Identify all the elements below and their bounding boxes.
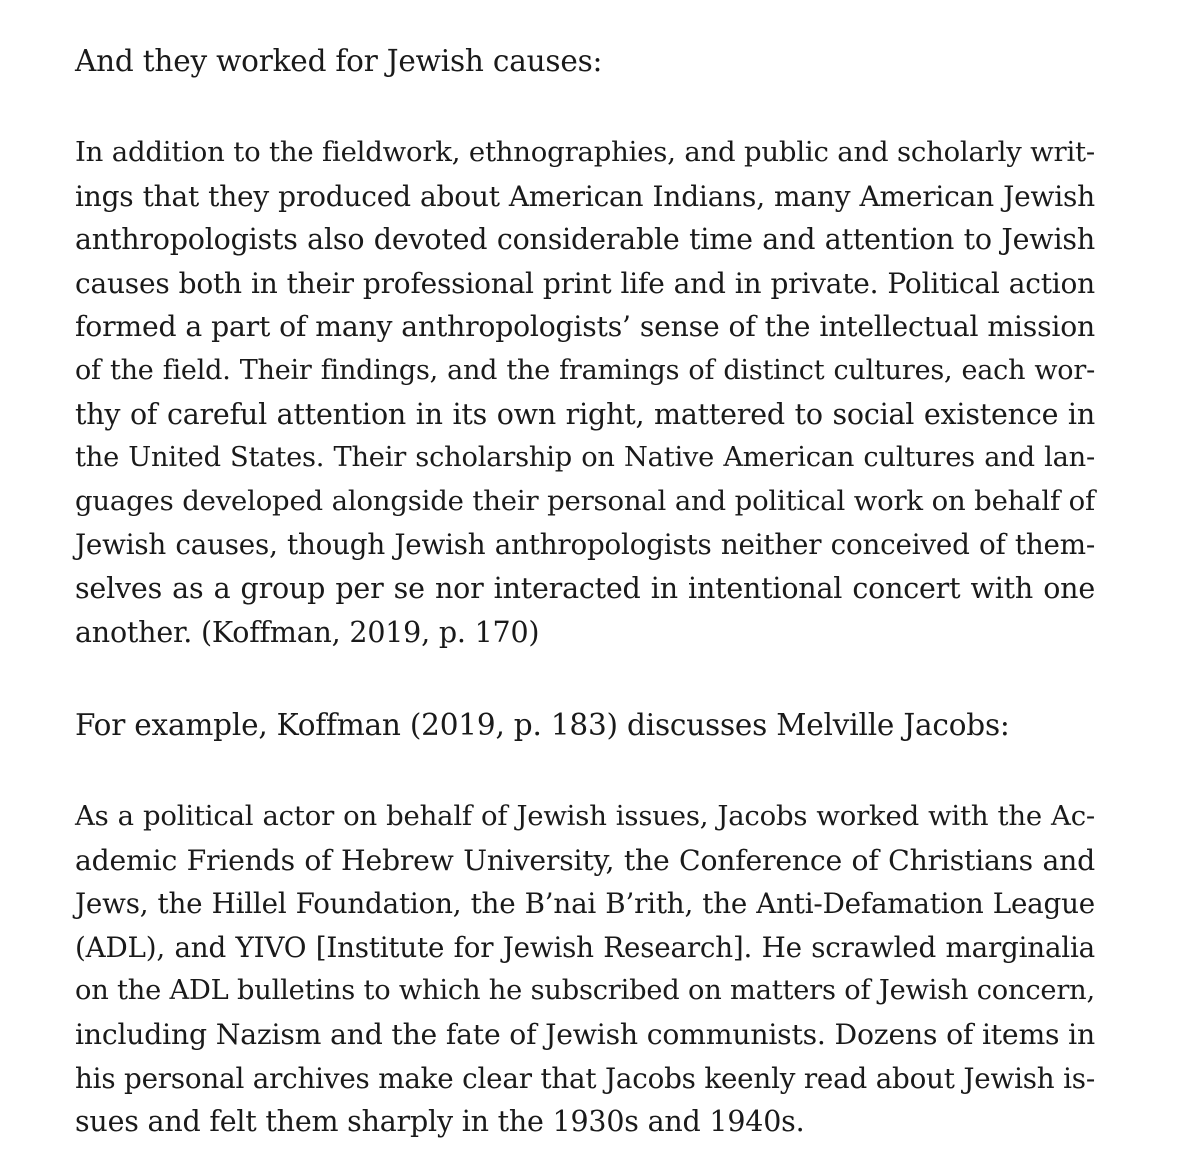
quote-line: Jewish causes, though Jewish anthropologists neither conceived of them- [75, 528, 1095, 562]
quote-line: on the ADL bulletins to which he subscribed on matters of Jewish concern, [75, 975, 1095, 1007]
quote-line: guages developed alongside their personal and political work on behalf of [75, 484, 1095, 517]
quote-line: Jews, the Hillel Foundation, the B’nai B’rith, the Anti-Defamation League [75, 887, 1095, 921]
quote-line: another. (Koffman, 2019, p. 170) [75, 615, 540, 649]
block-quote-koffman-170 [75, 131, 1095, 654]
quote-line: selves as a group per se nor interacted in intentional concert with one [75, 571, 1095, 605]
quote-line: ademic Friends of Hebrew University, the Conference of Christians and [75, 843, 1095, 877]
quote-line: ings that they produced about American Indians, many American Jewish [75, 179, 1095, 213]
quote-line: of the field. Their findings, and the framings of distinct cultures, each wor- [75, 354, 1095, 386]
quote-line: thy of careful attention in its own right, mattered to social existence in [75, 397, 1095, 431]
intro-paragraph-2: For example, Koffman (2019, p. 183) discusses Melville Jacobs: [75, 708, 1010, 742]
quote-line: sues and felt them sharply in the 1930s and 1940s. [75, 1105, 805, 1139]
quote-line: (ADL), and YIVO [Institute for Jewish Research]. He scrawled marginalia [75, 930, 1095, 964]
quote-line: In addition to the fieldwork, ethnographies, and public and scholarly writ- [75, 136, 1095, 168]
quote-line: his personal archives make clear that Jacobs keenly read about Jewish is- [75, 1061, 1095, 1095]
quote-line: anthropologists also devoted considerable time and attention to Jewish [75, 223, 1095, 257]
quote-line: causes both in their professional print life and in private. Political action [75, 266, 1095, 300]
intro-paragraph-1: And they worked for Jewish causes: [75, 44, 603, 78]
quote-line: the United States. Their scholarship on Native American cultures and lan- [75, 442, 1095, 474]
quote-line: As a political actor on behalf of Jewish issues, Jacobs worked with the Ac- [75, 800, 1095, 832]
quote-line: formed a part of many anthropologists’ sense of the intellectual mission [75, 310, 1095, 344]
block-quote-koffman-183 [75, 795, 1095, 1144]
quote-line: including Nazism and the fate of Jewish communists. Dozens of items in [75, 1017, 1095, 1051]
